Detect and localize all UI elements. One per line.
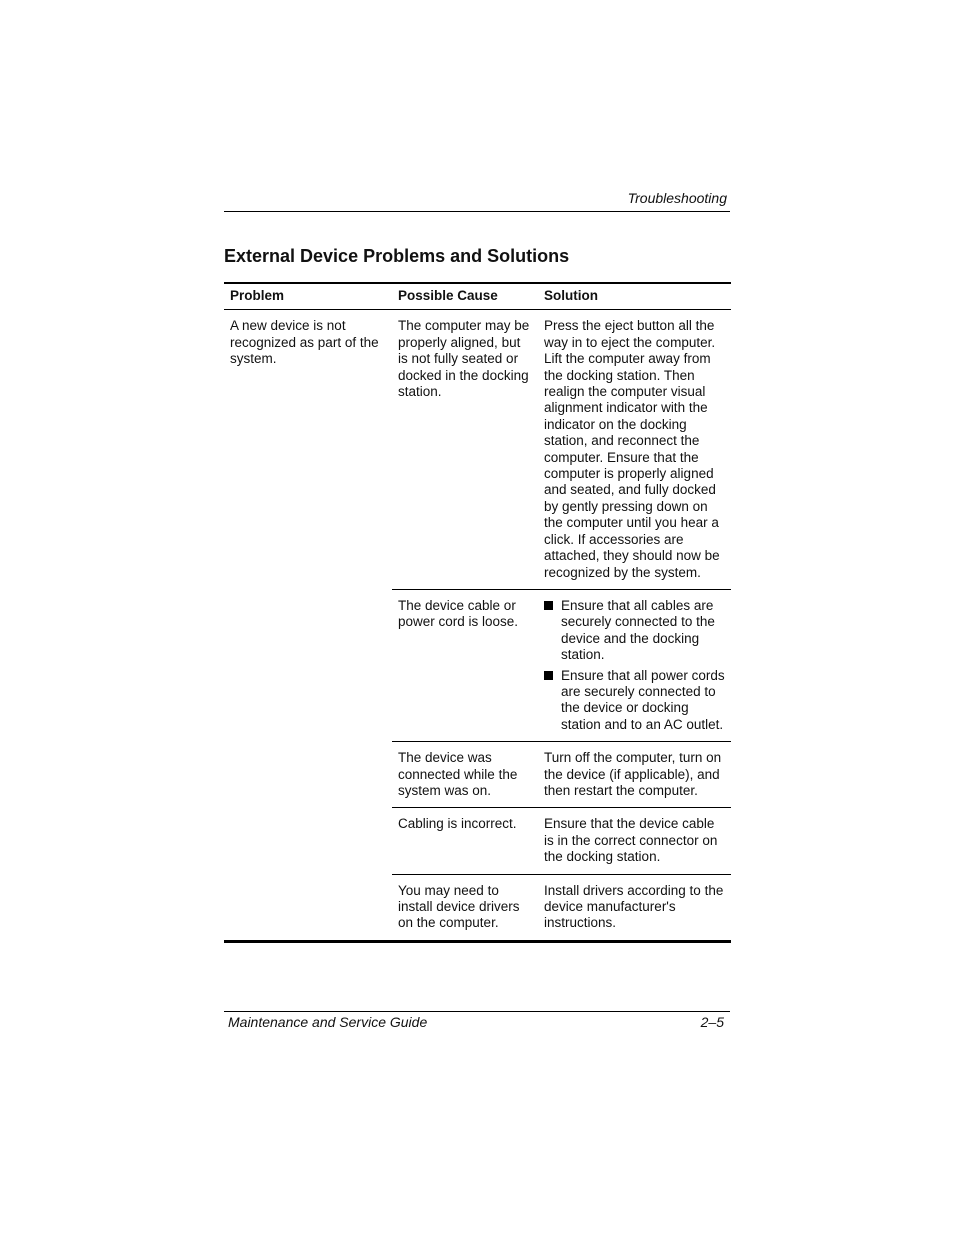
column-header-cause: Possible Cause [398, 288, 498, 303]
square-bullet-icon [544, 601, 553, 610]
footer-page-number: 2–5 [700, 1014, 724, 1030]
footer-divider [224, 1011, 730, 1012]
header-divider [224, 211, 730, 212]
bullet-text: Ensure that all cables are securely connected to the device and the docking station. [561, 597, 715, 663]
troubleshooting-table [224, 282, 731, 943]
solution-cell: Install drivers according to the device manufacturer's instructions. [538, 874, 731, 941]
solution-cell: Ensure that the device cable is in the correct connector on the docking station. [538, 808, 731, 874]
section-title: External Device Problems and Solutions [224, 246, 570, 266]
table-header-row [224, 283, 731, 310]
column-header-solution: Solution [544, 288, 598, 303]
cause-cell: The device cable or power cord is loose. [392, 589, 538, 741]
square-bullet-icon [544, 671, 553, 680]
cause-cell: Cabling is incorrect. [392, 808, 538, 874]
list-item [544, 598, 725, 664]
footer-guide-title: Maintenance and Service Guide [228, 1014, 428, 1030]
bullet-text: Ensure that all power cords are securely connected to the device or docking station and to an AC outlet. [561, 667, 725, 732]
solution-cell: Press the eject button all the way in to eject the computer. Lift the computer away from the docking station. Then realign the computer visual alignment indicator with the indicator on the docking station, and reconnect the computer. Ensure that the computer is properly aligned and seated, and fully docked by gently pressing down on the computer until you hear a click. If accessories are attached, they should now be recognized by the system. [538, 310, 731, 590]
solution-cell: Turn off the computer, turn on the device (if applicable), and then restart the computer. [538, 742, 731, 808]
table-row [224, 310, 731, 590]
solution-cell [538, 589, 731, 741]
running-header: Troubleshooting [627, 190, 727, 206]
column-header-problem: Problem [230, 288, 285, 303]
problem-cell: A new device is not recognized as part of the system. [224, 310, 392, 941]
cause-cell: You may need to install device drivers on the computer. [392, 874, 538, 941]
cause-cell: The device was connected while the system was on. [392, 742, 538, 808]
list-item [544, 668, 725, 734]
cause-cell: The computer may be properly aligned, but is not fully seated or docked in the docking station. [392, 310, 538, 590]
solution-bullet-list [544, 598, 725, 733]
